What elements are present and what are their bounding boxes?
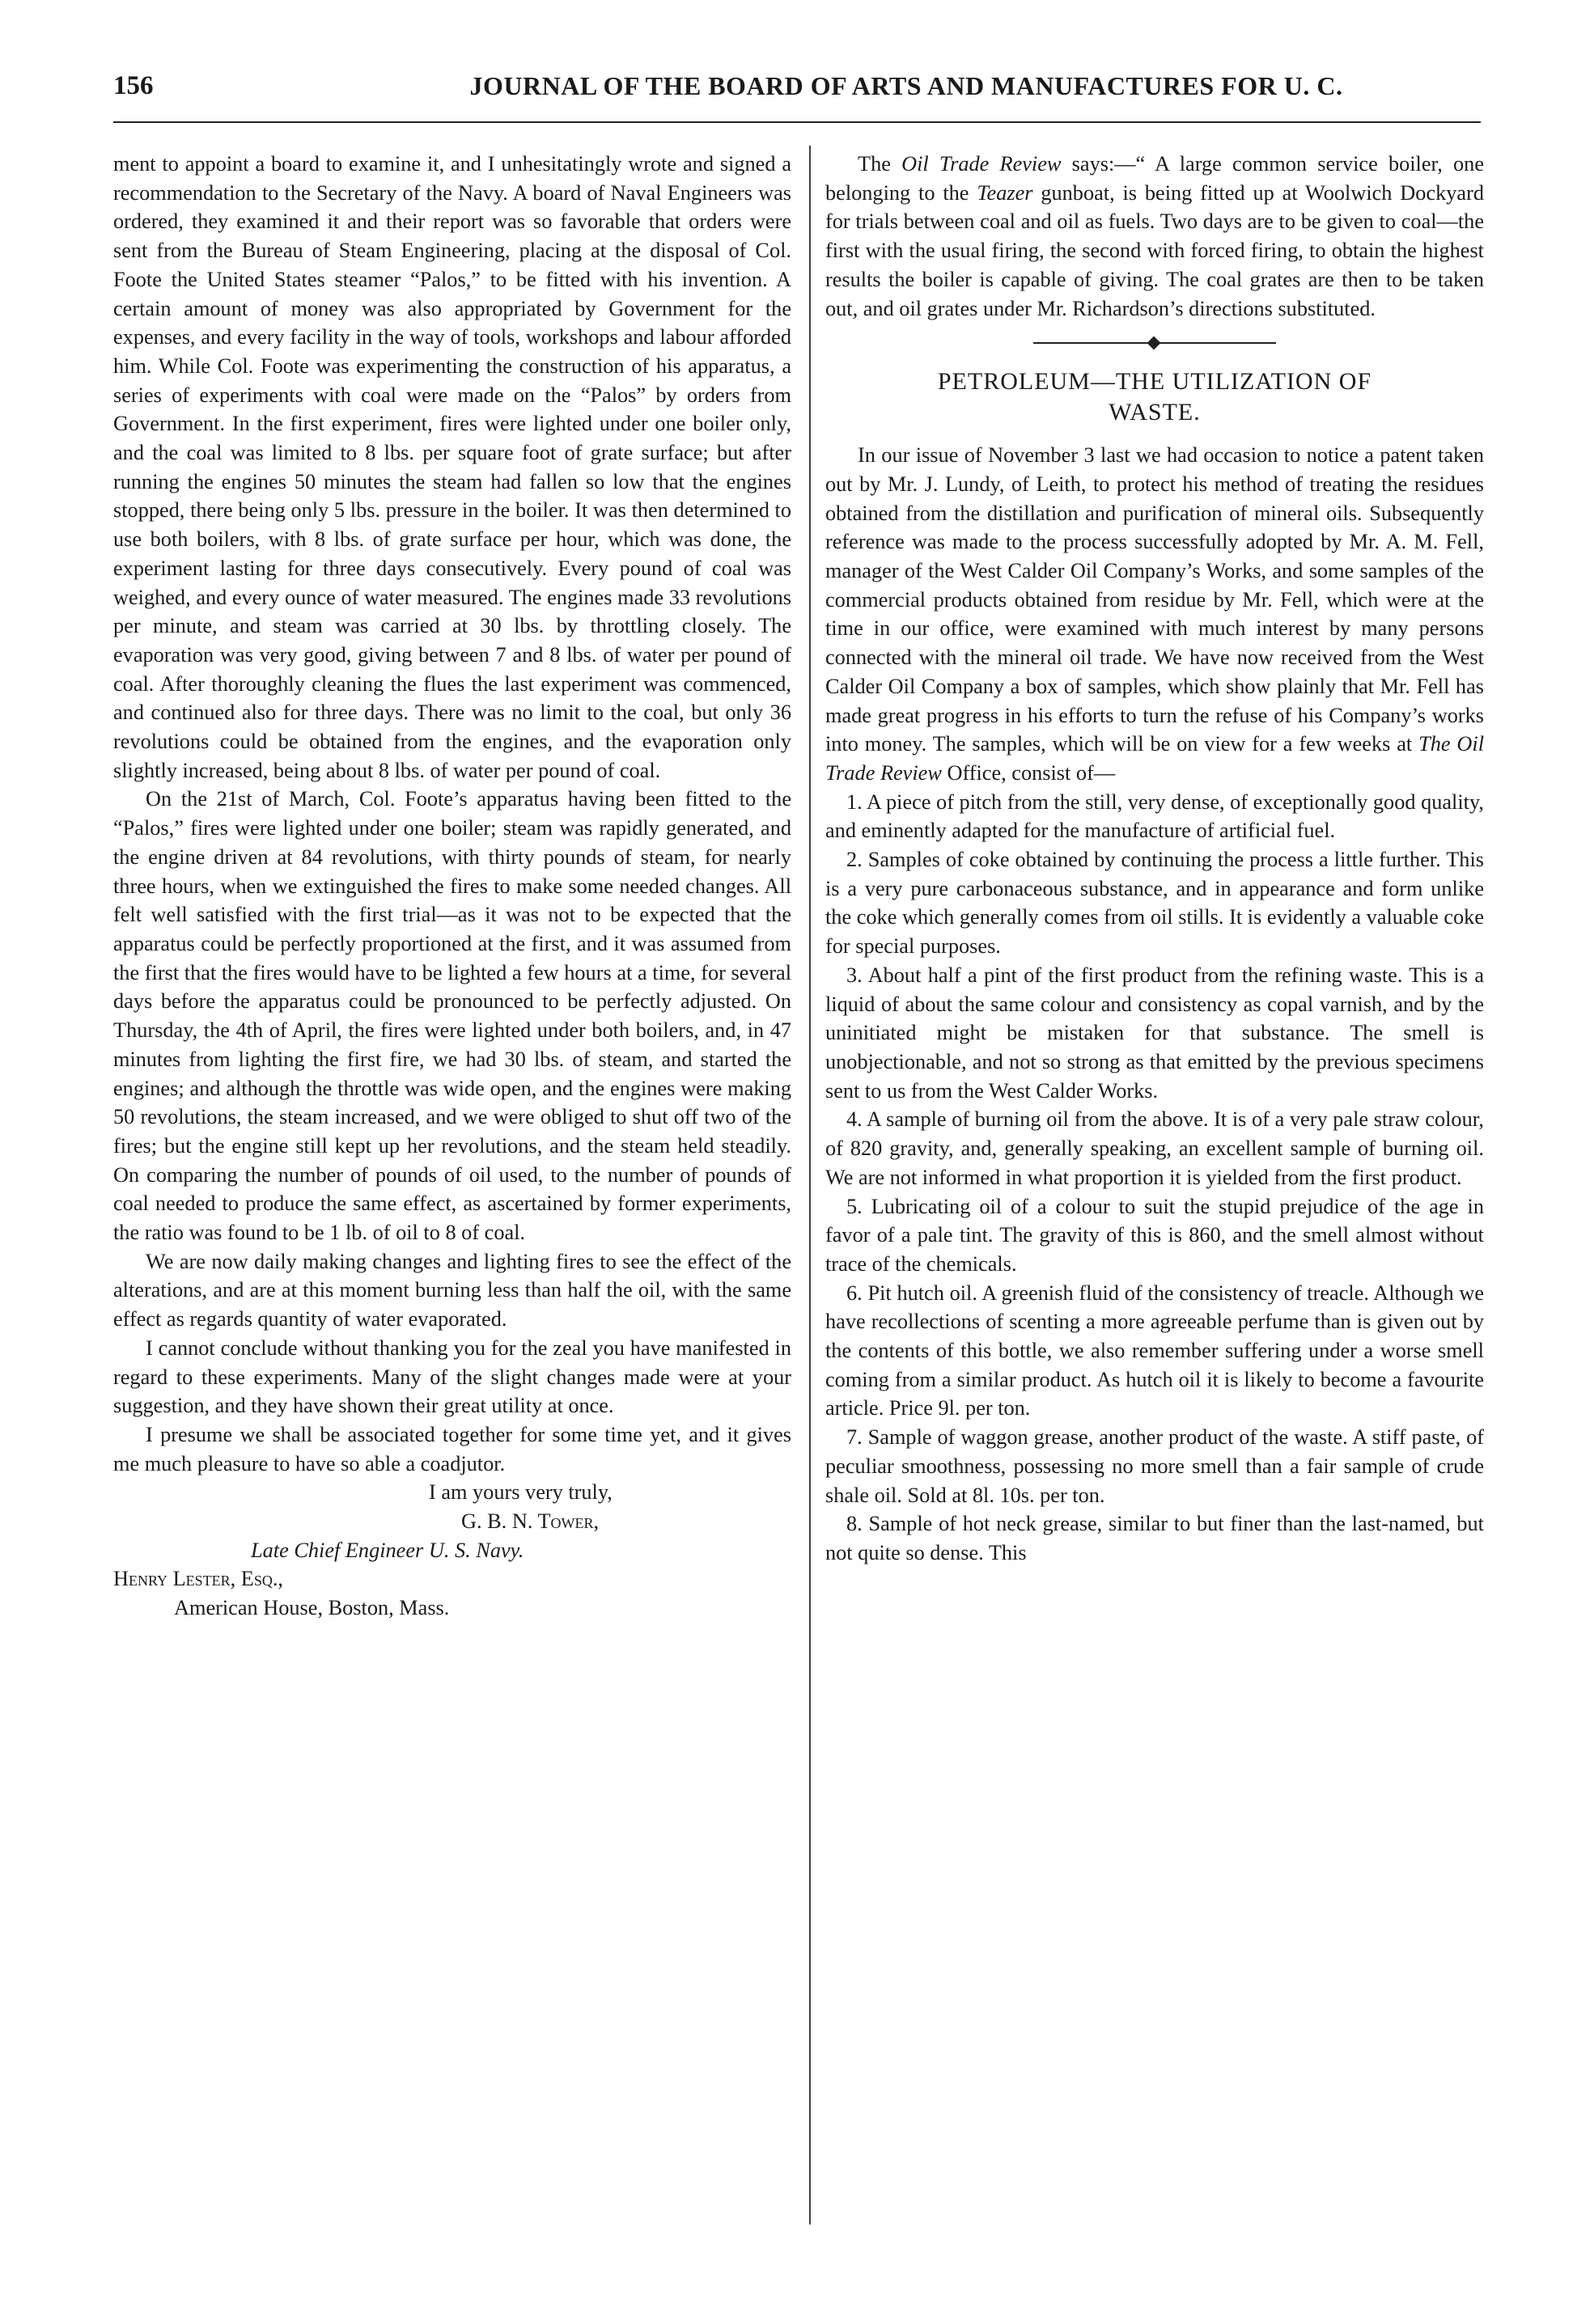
page-header bbox=[113, 71, 1481, 104]
text-run: The bbox=[858, 152, 902, 176]
left-column bbox=[113, 150, 791, 1623]
signer-name: G. B. N. Tower, bbox=[461, 1509, 600, 1534]
sample-item: 8. Sample of hot neck grease, similar to but finer than the last-named, but not quite so dense. This bbox=[825, 1512, 1484, 1564]
signer-title: Late Chief Engineer U. S. Navy. bbox=[251, 1538, 524, 1562]
closing: I am yours very truly, bbox=[429, 1480, 613, 1505]
sample-item: 5. Lubricating oil of a colour to suit the stupid prejudice of the age in favor of a pale tint. The gravity of this is 860, and the smell almost without trace of the chemicals. bbox=[825, 1194, 1484, 1276]
text-run: says:—“ A large common service boiler, one belonging to the bbox=[825, 152, 1484, 205]
section-ornament bbox=[1033, 337, 1276, 349]
column-divider bbox=[809, 146, 811, 2225]
paragraph: ment to appoint a board to examine it, and I unhesitatingly wrote and signed a recommendation to the Secretary of the Navy. A board of Naval Engineers was ordered, they examined it and their report was so favorable that orders were sent from the Bureau of Steam Engineering, placing at the disposal of Col. Foote the United States steamer “Palos,” to be fitted with his invention. A certain amount of money was also appropriated by Government for the expenses, and every facility in the way of tools, workshops and labour afforded him. While Col. Foote was experimenting the construction of his apparatus, a series of experiments with coal were made on the “Palos” by orders from Government. In the first experiment, fires were lighted under one boiler only, and the coal was limited to 8 lbs. per square foot of grate surface; but after running the engines 50 minutes the steam had fallen so low that the engines stopped, there being only 5 lbs. pressure in the boiler. It was then determined to use both boilers, with 8 lbs. of grate surface per hour, which was done, the experiment lasting for three days consecutively. Every pound of coal was weighed, and every ounce of water measured. The engines made 33 revolutions per minute, and steam was carried at 30 lbs. by throttling closely. The evaporation was very good, giving between 7 and 8 lbs. of water per pound of coal. After thoroughly cleaning the flues the last experiment was commenced, and continued also for three days. There was no limit to the coal, but only 36 revolutions could be obtained from the engines, and the evaporation only slightly increased, being about 8 lbs. of water per pound of coal. bbox=[113, 152, 791, 782]
sample-item: 1. A piece of pitch from the still, very dense, of exceptionally good quality, and eminently adapted for the manufacture of artificial fuel. bbox=[825, 789, 1484, 843]
addressee: Henry Lester, Esq., bbox=[113, 1567, 284, 1591]
text-run: gunboat, is being fitted up at Woolwich Dockyard for trials between coal and oil as fuels. Two days are to be given to coal—the first with the usual firing, the second with forced firing, to obtain the highest results the boiler is capable of giving. The coal grates are then to be taken out, and oil grates under Mr. Richardson’s directions substituted. bbox=[825, 180, 1484, 320]
ship-name: Teazer bbox=[977, 180, 1033, 205]
paragraph: I cannot conclude without thanking you for the zeal you have manifested in regard to these experiments. Many of the slight changes made were at your suggestion, and they have shown their great utility at once. bbox=[113, 1336, 791, 1418]
page-number: 156 bbox=[113, 71, 154, 100]
running-head: JOURNAL OF THE BOARD OF ARTS AND MANUFACTURES FOR U. C. bbox=[469, 71, 1343, 100]
paragraph: I presume we shall be associated together for some time yet, and it gives me much pleasure to have so able a coadjutor. bbox=[113, 1422, 791, 1475]
address: American House, Boston, Mass. bbox=[174, 1596, 450, 1620]
text-run: Office, consist of— bbox=[941, 760, 1116, 785]
text-run: In our issue of November 3 last we had occasion to notice a patent taken out by Mr. J. Lundy, of Leith, to protect his method of treating the residues obtained from the distillation and purification of mineral oils. Subsequently reference was made to the process successfully adopted by Mr. A. M. Fell, manager of the West Calder Oil Company’s Works, and some samples of the commercial products obtained from residue by Mr. Fell, which were at the time in our office, were examined with much interest by many persons connected with the mineral oil trade. We have now received from the West Calder Oil Company a box of samples, which show plainly that Mr. Fell has made great progress in his efforts to turn the refuse of his Company’s works into money. The samples, which will be on view for a few weeks at bbox=[825, 443, 1484, 756]
publication-name: The Oil Trade Review bbox=[825, 732, 1484, 785]
right-column bbox=[825, 150, 1484, 1568]
article-title-line: PETROLEUM—THE UTILIZATION OF bbox=[937, 368, 1372, 396]
sample-item: 2. Samples of coke obtained by continuing the process a little further. This is a very pure carbonaceous substance, and in appearance and form unlike the coke which generally comes from oil stills. It is evidently a valuable coke for special purposes. bbox=[825, 848, 1484, 959]
letter-signature bbox=[113, 1478, 791, 1623]
header-rule bbox=[113, 121, 1481, 123]
oil-trade-review-paragraph bbox=[825, 150, 1484, 323]
sample-item: 4. A sample of burning oil from the above. It is of a very pale straw colour, of 820 gravity, and, generally speaking, an excellent sample of burning oil. We are not informed in what proportion it is yielded from the first product. bbox=[825, 1107, 1484, 1189]
ornament-diamond bbox=[1147, 337, 1161, 350]
article-title bbox=[825, 366, 1484, 428]
paragraph: On the 21st of March, Col. Foote’s apparatus having been fitted to the “Palos,” fires were lighted under one boiler; steam was rapidly generated, and the engine driven at 84 revolutions, with thirty pounds of steam, for nearly three hours, when we extinguished the fires to make some needed changes. All felt well satisfied with the first trial—as it was not to be expected that the apparatus could be perfectly proportioned at the first, and it was assumed from the first that the fires would have to be lighted a few hours at a time, for several days before the apparatus could be pronounced to be perfectly adjusted. On Thursday, the 4th of April, the fires were lighted under both boilers, and, in 47 minutes from lighting the first fire, we had 30 lbs. of steam, and started the engines; and although the throttle was wide open, and the engines were making 50 revolutions, the steam increased, and we were obliged to shut off two of the fires; but the engine still kept up her revolutions, and the steam held steadily. On comparing the number of pounds of oil used, to the number of pounds of coal needed to produce the same effect, as ascertained by former experiments, the ratio was found to be 1 lb. of oil to 8 of coal. bbox=[113, 787, 791, 1245]
sample-item: 3. About half a pint of the first product from the refining waste. This is a liquid of about the same colour and consistency as copal varnish, and by the uninitiated might be mistaken for that substance. The smell is unobjectionable, and not so strong as that emitted by the previous specimens sent to us from the West Calder Works. bbox=[825, 963, 1484, 1103]
publication-name: Oil Trade Review bbox=[901, 152, 1062, 176]
sample-item: 6. Pit hutch oil. A greenish fluid of the consistency of treacle. Although we have recollections of scenting a more agreeable perfume than is given out by the contents of this bottle, we also remember suffering under a worse smell coming from a similar product. As hutch oil it is likely to become a favourite article. Price 9l. per ton. bbox=[825, 1281, 1484, 1420]
sample-item: 7. Sample of waggon grease, another product of the waste. A stiff paste, of peculiar smoothness, possessing no more smell than a fair sample of crude shale oil. Sold at 8l. 10s. per ton. bbox=[825, 1425, 1484, 1507]
article-intro-paragraph bbox=[825, 441, 1484, 787]
article-title-line: WASTE. bbox=[1109, 399, 1201, 426]
paragraph: We are now daily making changes and lighting fires to see the effect of the alterations, and are at this moment burning less than half the oil, with the same effect as regards quantity of water evaporated. bbox=[113, 1249, 791, 1331]
